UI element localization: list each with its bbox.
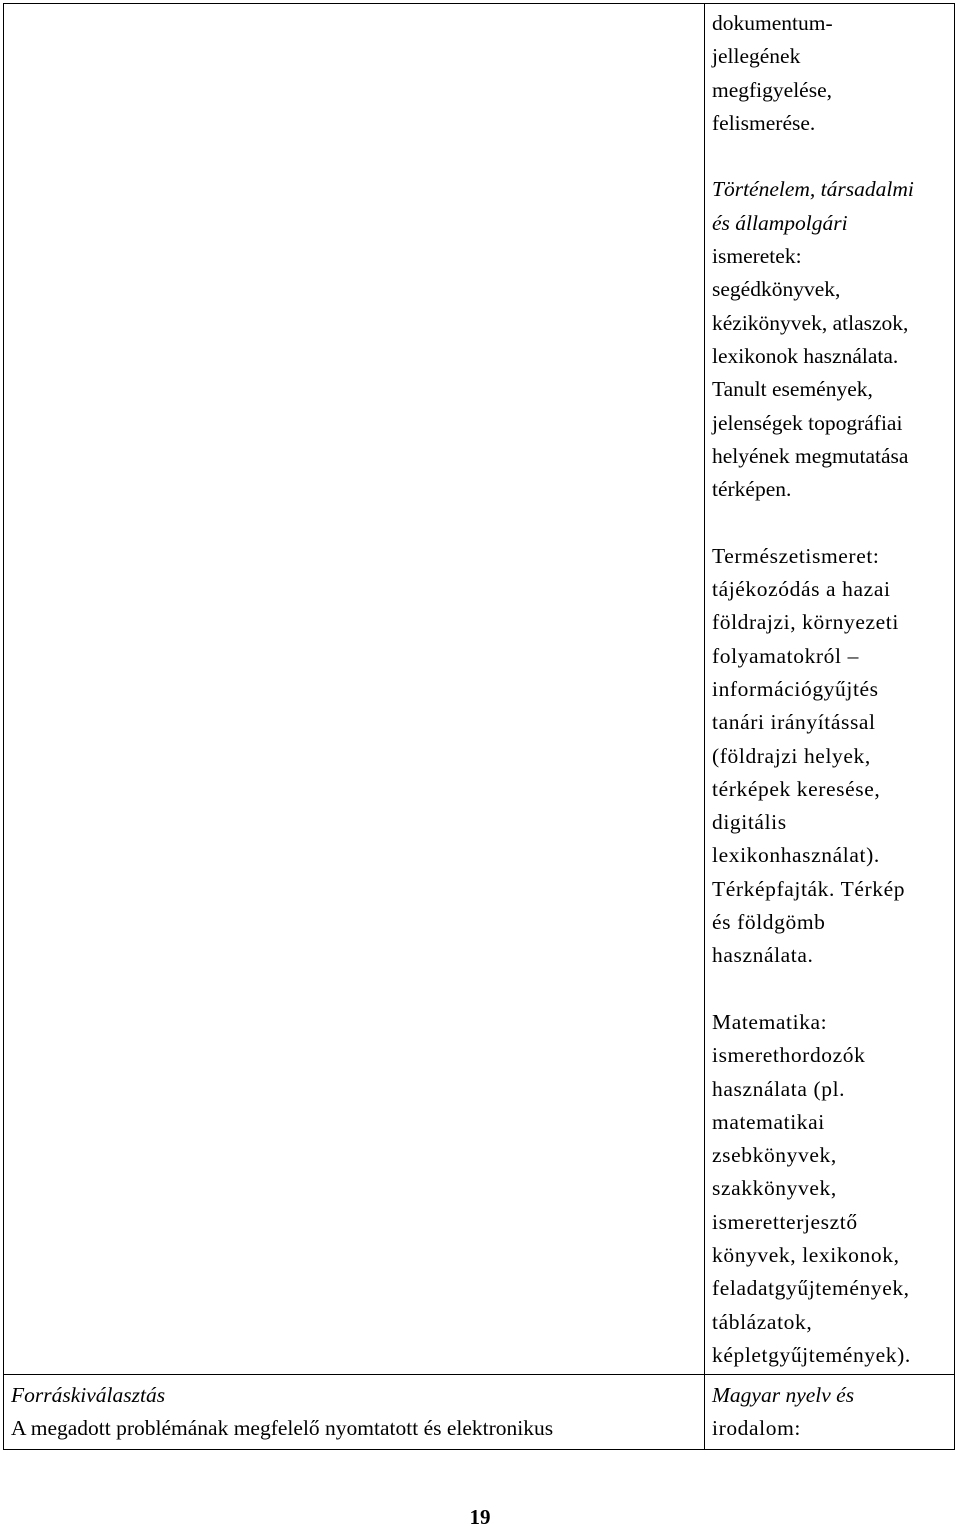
text-line: digitális <box>712 810 787 835</box>
text-line: dokumentum- <box>712 11 833 35</box>
text-line: helyének megmutatása <box>712 443 909 468</box>
content-table <box>3 3 955 1450</box>
text-line: Térképfajták. Térkép <box>712 876 906 901</box>
text-line: jellegének <box>712 44 801 69</box>
text-line: irodalom: <box>712 1416 801 1441</box>
subject-heading-history: és állampolgári <box>712 210 848 235</box>
text-line: zsebkönyvek, <box>712 1143 837 1168</box>
text-line: lexikonok használata. <box>712 343 899 368</box>
page-number: 19 <box>469 1505 491 1529</box>
text-line: feladatgyűjtemények, <box>712 1276 910 1301</box>
right-cell-literature <box>705 1375 955 1450</box>
left-cell-empty <box>4 4 705 1375</box>
text-block-mathematics <box>712 1006 954 1372</box>
text-line: (földrajzi helyek, <box>712 743 871 768</box>
text-line: szakkönyvek, <box>712 1176 837 1201</box>
text-line: segédkönyvek, <box>712 277 841 302</box>
text-line: használata (pl. <box>712 1076 846 1101</box>
text-line: ismeretterjesztő <box>712 1209 858 1234</box>
text-line: képletgyűjtemények). <box>712 1342 911 1367</box>
text-line: információgyűjtés <box>712 676 879 701</box>
text-block-natural-science <box>712 540 954 973</box>
text-block-document-character <box>712 7 954 140</box>
text-line: térképen. <box>712 477 792 502</box>
text-line: Tanult események, <box>712 377 873 402</box>
text-line: felismerése. <box>712 110 816 135</box>
text-line: könyvek, lexikonok, <box>712 1242 900 1267</box>
subject-heading-natural-science: Természetismeret: <box>712 543 880 568</box>
text-line: kézikönyvek, atlaszok, <box>712 310 909 335</box>
text-line: földrajzi, környezeti <box>712 610 899 635</box>
text-line: jelenségek topográfiai <box>712 410 903 435</box>
right-cell-resources <box>705 4 955 1375</box>
table-row <box>4 1375 955 1450</box>
text-line: tanári irányítással <box>712 710 876 735</box>
subject-heading-history: Történelem, társadalmi <box>712 177 914 202</box>
table-row <box>4 4 955 1375</box>
text-block-history <box>712 173 954 506</box>
subject-heading-mathematics: Matematika: <box>712 1009 828 1034</box>
text-line: térképek keresése, <box>712 776 881 801</box>
text-line: használata. <box>712 943 814 968</box>
text-line: ismeretek: <box>712 244 802 269</box>
left-cell-source-selection <box>4 1375 705 1450</box>
text-line: lexikonhasználat). <box>712 843 880 868</box>
text-line: megfigyelése, <box>712 77 832 102</box>
section-text: A megadott problémának megfelelő nyomtatott és elektronikus <box>11 1416 554 1441</box>
text-line: folyamatokról – <box>712 643 859 668</box>
subject-heading-literature: Magyar nyelv és <box>712 1383 855 1407</box>
text-line: ismerethordozók <box>712 1043 866 1068</box>
text-line: matematikai <box>712 1109 825 1134</box>
text-line: és földgömb <box>712 910 826 935</box>
section-title: Forráskiválasztás <box>11 1383 166 1407</box>
text-line: táblázatok, <box>712 1309 813 1334</box>
text-line: tájékozódás a hazai <box>712 577 891 602</box>
